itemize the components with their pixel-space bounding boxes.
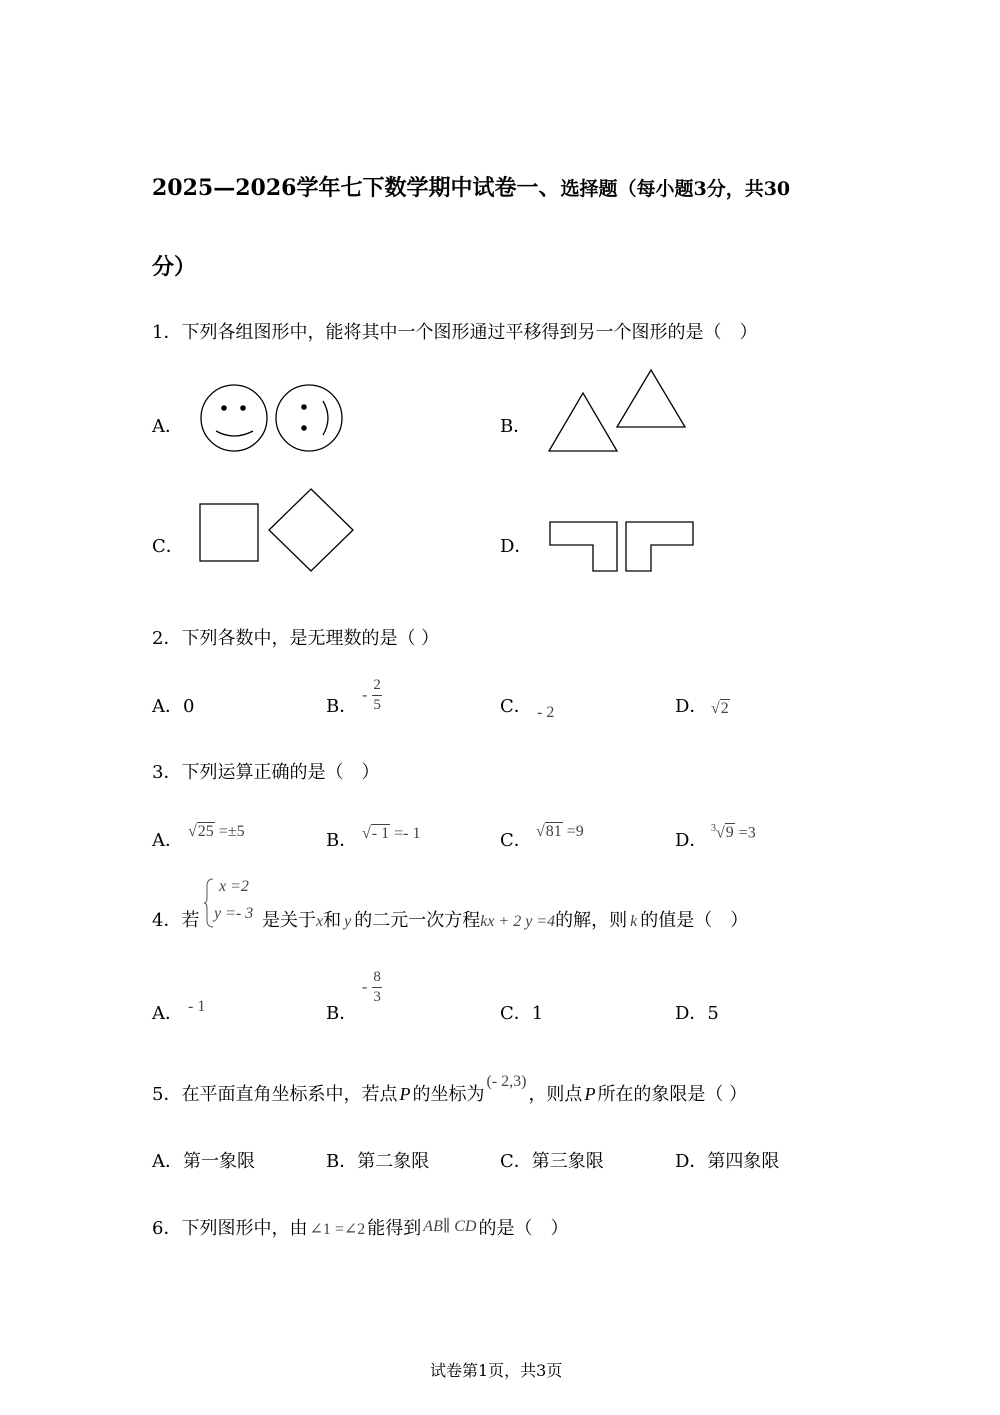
q2-option-b-label: B． xyxy=(326,696,358,717)
page-title xyxy=(152,171,790,202)
var-k: k xyxy=(630,913,638,930)
square xyxy=(200,504,258,561)
question-5-stem xyxy=(152,1073,748,1106)
question-4-prefix: 4．若 xyxy=(152,910,200,931)
question-2-stem: 2．下列各数中，是无理数的是（ ） xyxy=(152,628,440,649)
q3-option-b-value: √- 1 =- 1 xyxy=(362,825,421,842)
stem-text: 所在的象限是（ ） xyxy=(597,1084,748,1105)
q2-option-d-label: D． xyxy=(675,696,708,717)
triangle-right xyxy=(617,370,685,427)
numerator: 8 xyxy=(372,970,382,988)
q1-option-c-label: C． xyxy=(152,536,184,557)
var-y: y xyxy=(344,913,352,930)
q4-option-a-value: - 1 xyxy=(188,998,206,1015)
minus-sign: - xyxy=(362,978,368,996)
q5-option-b: B．第二象限 xyxy=(326,1151,430,1172)
equation: kx + 2 y =4 xyxy=(480,913,556,930)
q2-option-c-label: C． xyxy=(500,696,532,717)
parallel-lines: AB∥ CD xyxy=(423,1218,477,1235)
q3-option-b-label: B． xyxy=(326,830,358,851)
radicand: 25 xyxy=(197,823,214,840)
eye-dot xyxy=(301,425,307,431)
diamond xyxy=(269,489,353,571)
eye-dot xyxy=(301,404,307,410)
q1-option-a-label: A． xyxy=(152,416,183,437)
q2-option-c-value: - 2 xyxy=(537,704,555,721)
var-x: x xyxy=(316,913,324,930)
stem-text: 的解，则 xyxy=(555,910,628,931)
question-4-stem xyxy=(262,906,748,932)
q4-option-b-value xyxy=(362,970,382,1005)
q4-option-c: C．1 xyxy=(500,1003,544,1024)
stem-text: 是关于 xyxy=(262,910,316,931)
stem-text: 的值是（ ） xyxy=(640,910,749,931)
q5-option-a: A．第一象限 xyxy=(152,1151,255,1172)
fraction xyxy=(372,678,382,713)
expression-rest: =±5 xyxy=(214,823,245,840)
denominator: 3 xyxy=(373,989,381,1005)
q2-option-d-value: √2 xyxy=(711,700,729,717)
q1-figure-b-triangles xyxy=(548,368,688,454)
angle-equality: ∠1 =∠2 xyxy=(309,1221,366,1238)
radicand: 9 xyxy=(725,824,734,842)
stem-text: 的坐标为 xyxy=(412,1084,485,1105)
q1-figure-a-faces xyxy=(198,383,348,453)
title-main: 2025—2026学年七下数学期中试卷一、 xyxy=(152,175,561,201)
smile-curve xyxy=(216,431,253,436)
denominator: 5 xyxy=(373,697,381,713)
q3-option-c-label: C． xyxy=(500,830,532,851)
stem-text: 能得到 xyxy=(367,1218,422,1239)
face-circle-left xyxy=(201,385,267,451)
coordinate: (- 2,3) xyxy=(486,1073,527,1090)
point-p: P xyxy=(399,1084,411,1104)
minus-sign: - xyxy=(362,686,368,704)
q1-option-b-label: B． xyxy=(500,416,532,437)
q5-option-c: C．第三象限 xyxy=(500,1151,604,1172)
triangle-left xyxy=(549,393,617,451)
radicand: 2 xyxy=(720,700,729,717)
l-shape-left xyxy=(550,522,617,571)
question-6-stem xyxy=(152,1214,568,1240)
expression-rest: =3 xyxy=(734,824,756,842)
l-shape-right xyxy=(626,522,693,571)
q3-option-a-value: √25 =±5 xyxy=(188,823,245,840)
q3-option-c-value: √81 =9 xyxy=(536,823,584,840)
face-circle-right xyxy=(276,385,342,451)
system-eq-2: y =- 3 xyxy=(214,905,254,922)
q2-option-b-value xyxy=(362,678,382,713)
smile-curve-rotated xyxy=(323,401,328,435)
q3-option-d-value: $^3$√9 =3 xyxy=(711,823,756,842)
numerator: 2 xyxy=(372,678,382,696)
stem-text: 5．在平面直角坐标系中，若点 xyxy=(152,1084,398,1105)
question-3-stem: 3．下列运算正确的是（ ） xyxy=(152,762,380,783)
system-eq-1: x =2 xyxy=(219,878,249,895)
expression-rest: =9 xyxy=(562,823,584,840)
page-footer: 试卷第1页，共3页 xyxy=(430,1361,563,1380)
q5-option-d: D．第四象限 xyxy=(675,1151,780,1172)
q4-option-a-label: A． xyxy=(152,1003,183,1024)
q1-figure-c-square-diamond xyxy=(199,488,357,574)
section-heading: 选择题（每小题3分，共30 xyxy=(560,178,791,200)
stem-text: 6．下列图形中，由 xyxy=(152,1218,308,1239)
stem-text: 的二元一次方程 xyxy=(354,910,481,931)
radicand: 81 xyxy=(545,823,562,840)
stem-text: 和 xyxy=(323,910,342,931)
q3-option-d-label: D． xyxy=(675,830,708,851)
q3-option-a-label: A． xyxy=(152,830,183,851)
section-heading-cont: 分） xyxy=(152,254,197,280)
stem-text: 的是（ ） xyxy=(478,1218,569,1239)
q4-option-d: D．5 xyxy=(675,1003,719,1024)
q1-option-d-label: D． xyxy=(500,536,533,557)
root-index: 3 xyxy=(711,823,716,834)
stem-text: ，则点 xyxy=(528,1084,583,1105)
q2-option-a: A．0 xyxy=(152,696,195,717)
question-1-stem: 1．下列各组图形中，能将其中一个图形通过平移得到另一个图形的是（ ） xyxy=(152,322,758,343)
eye-dot xyxy=(240,405,246,411)
q4-option-b-label: B． xyxy=(326,1003,358,1024)
q1-figure-d-l-shapes xyxy=(549,521,695,573)
expression-rest: =- 1 xyxy=(390,825,421,842)
fraction xyxy=(372,970,382,1005)
point-p: P xyxy=(584,1084,596,1104)
radicand: - 1 xyxy=(371,825,390,842)
eye-dot xyxy=(221,405,227,411)
